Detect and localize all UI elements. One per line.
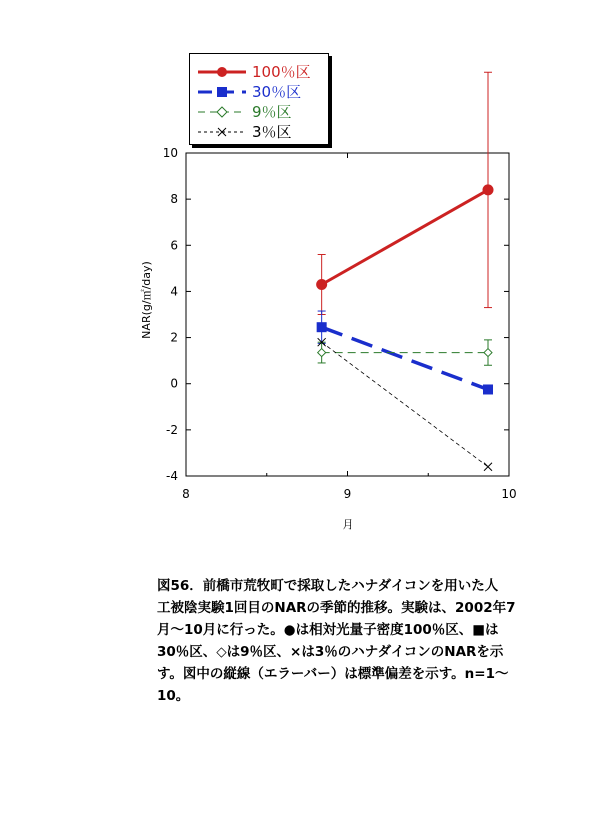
y-tick-label: -2 [166,422,178,437]
y-tick-label: 4 [170,284,178,299]
y-tick-label: 0 [170,376,178,391]
y-tick-label: 8 [170,192,178,207]
legend-item-3 [190,122,328,142]
data-point [484,463,492,471]
legend-label: 100％区 [252,63,311,81]
x-tick-label: 10 [501,487,517,501]
data-point [317,322,327,332]
legend [189,53,329,145]
plot-frame [186,153,509,476]
figure-caption: 図56．前橋市荒牧町で採取したハナダイコンを用いた人 工被陰実験1回目のNARの季節的推移。実験は、2002年7 月～10月に行った。●は相対光量子密度100％区、■は 30％区、◇は9％区、×は3％のハナダイコンのNARを示 す。図中の縦線（エラーバー）は標準偏差を示す。n=1～ 10。 [157,578,516,704]
data-point [483,384,493,394]
data-point [483,184,494,195]
legend-item-9 [190,102,328,122]
series-line [322,327,488,389]
legend-item-100 [190,62,328,82]
y-axis-label: NAR(g/㎡/day) [140,261,153,339]
series-line [322,342,488,467]
y-tick-label: 10 [162,146,178,160]
series-3 [318,338,492,471]
data-point [318,349,326,357]
legend-label: 30％区 [252,83,302,101]
data-point [484,349,492,357]
data-point [316,279,327,290]
series-0 [316,72,493,314]
y-tick-label: 6 [170,238,178,253]
y-tick-label: -4 [166,469,178,483]
y-tick-label: 2 [170,330,178,345]
series-line [322,190,488,285]
legend-item-30 [190,82,328,102]
x-axis-label: 月 [342,518,354,531]
legend-label: 3％区 [252,123,292,141]
legend-label: 9％区 [252,103,292,121]
x-tick-label: 9 [343,487,352,501]
series-2 [318,340,492,365]
x-tick-label: 8 [182,487,190,501]
